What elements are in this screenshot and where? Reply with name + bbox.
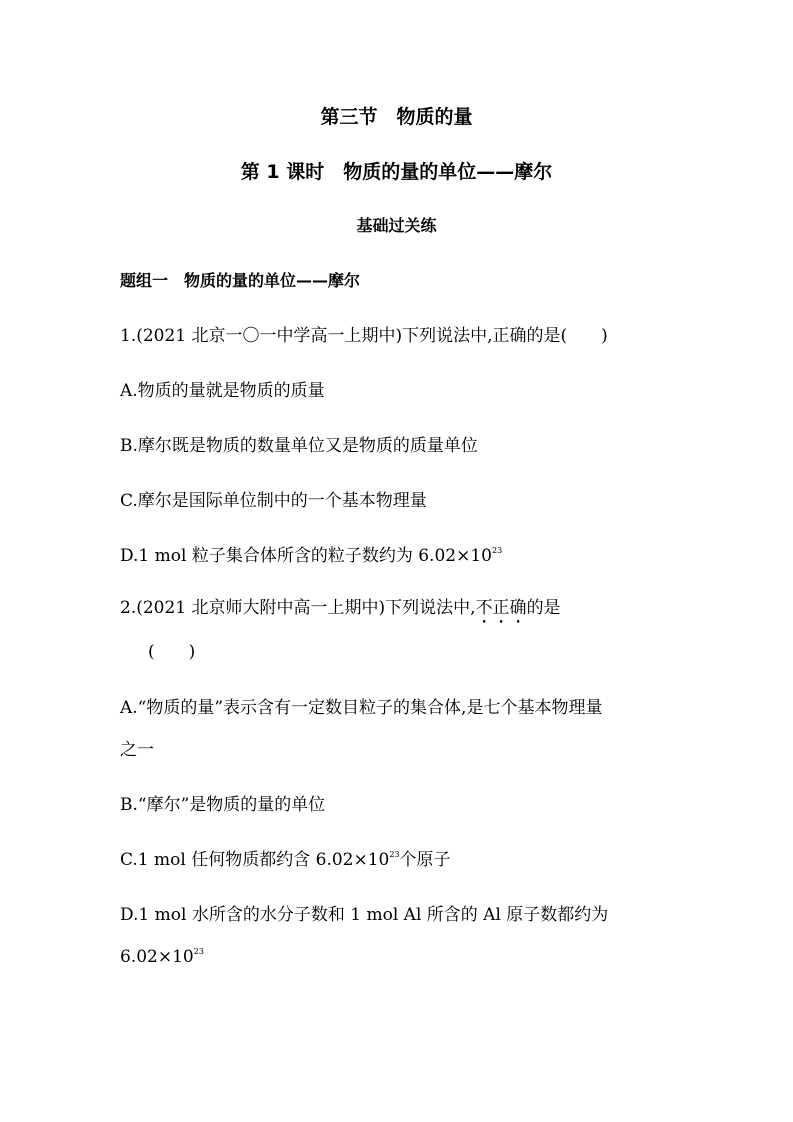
q1-stem: 1.(2021 北京一〇一中学高一上期中)下列说法中,正确的是( ) bbox=[120, 326, 608, 346]
q2-option-b: B.“摩尔”是物质的量的单位 bbox=[120, 795, 326, 815]
practice-title: 基础过关练 bbox=[356, 216, 437, 235]
q1-option-d bbox=[120, 544, 502, 568]
q2-option-a-line1: A.“物质的量”表示含有一定数目粒子的集合体,是七个基本物理量 bbox=[120, 698, 603, 718]
q2-option-d-line1: D.1 mol 水所含的水分子数和 1 mol Al 所含的 Al 原子数都约为 bbox=[120, 905, 609, 925]
q1-option-a: A.物质的量就是物质的质量 bbox=[120, 381, 325, 401]
q2-option-c-exponent: 23 bbox=[389, 850, 400, 859]
q2-option-d-text: 6.02×10 bbox=[120, 947, 194, 967]
q1-option-b: B.摩尔既是物质的数量单位又是物质的质量单位 bbox=[120, 436, 478, 456]
lesson-title: 第 1 课时 物质的量的单位——摩尔 bbox=[240, 161, 553, 183]
q2-option-a-line2: 之一 bbox=[120, 740, 154, 760]
q2-stem-suffix: 的是 bbox=[526, 598, 561, 618]
q2-option-d-exponent: 23 bbox=[193, 947, 204, 956]
q1-option-d-text: D.1 mol 粒子集合体所含的粒子数约为 6.02×10 bbox=[120, 546, 492, 566]
q2-option-c-text: C.1 mol 任何物质都约含 6.02×10 bbox=[120, 850, 390, 870]
q2-stem-prefix: 2.(2021 北京师大附中高一上期中)下列说法中, bbox=[120, 598, 476, 618]
q2-option-c-suffix: 个原子 bbox=[399, 850, 451, 870]
q2-stem-emphasis: 不正确 bbox=[475, 598, 527, 618]
group-title: 题组一 物质的量的单位——摩尔 bbox=[120, 271, 361, 290]
q2-option-c bbox=[120, 848, 451, 872]
q2-answer-paren: ( ) bbox=[148, 642, 196, 662]
q1-option-d-exponent: 23 bbox=[491, 546, 503, 555]
section-title: 第三节 物质的量 bbox=[320, 106, 473, 128]
q2-option-d-line2 bbox=[120, 945, 204, 969]
q1-option-c: C.摩尔是国际单位制中的一个基本物理量 bbox=[120, 491, 427, 511]
q2-stem bbox=[120, 596, 561, 628]
